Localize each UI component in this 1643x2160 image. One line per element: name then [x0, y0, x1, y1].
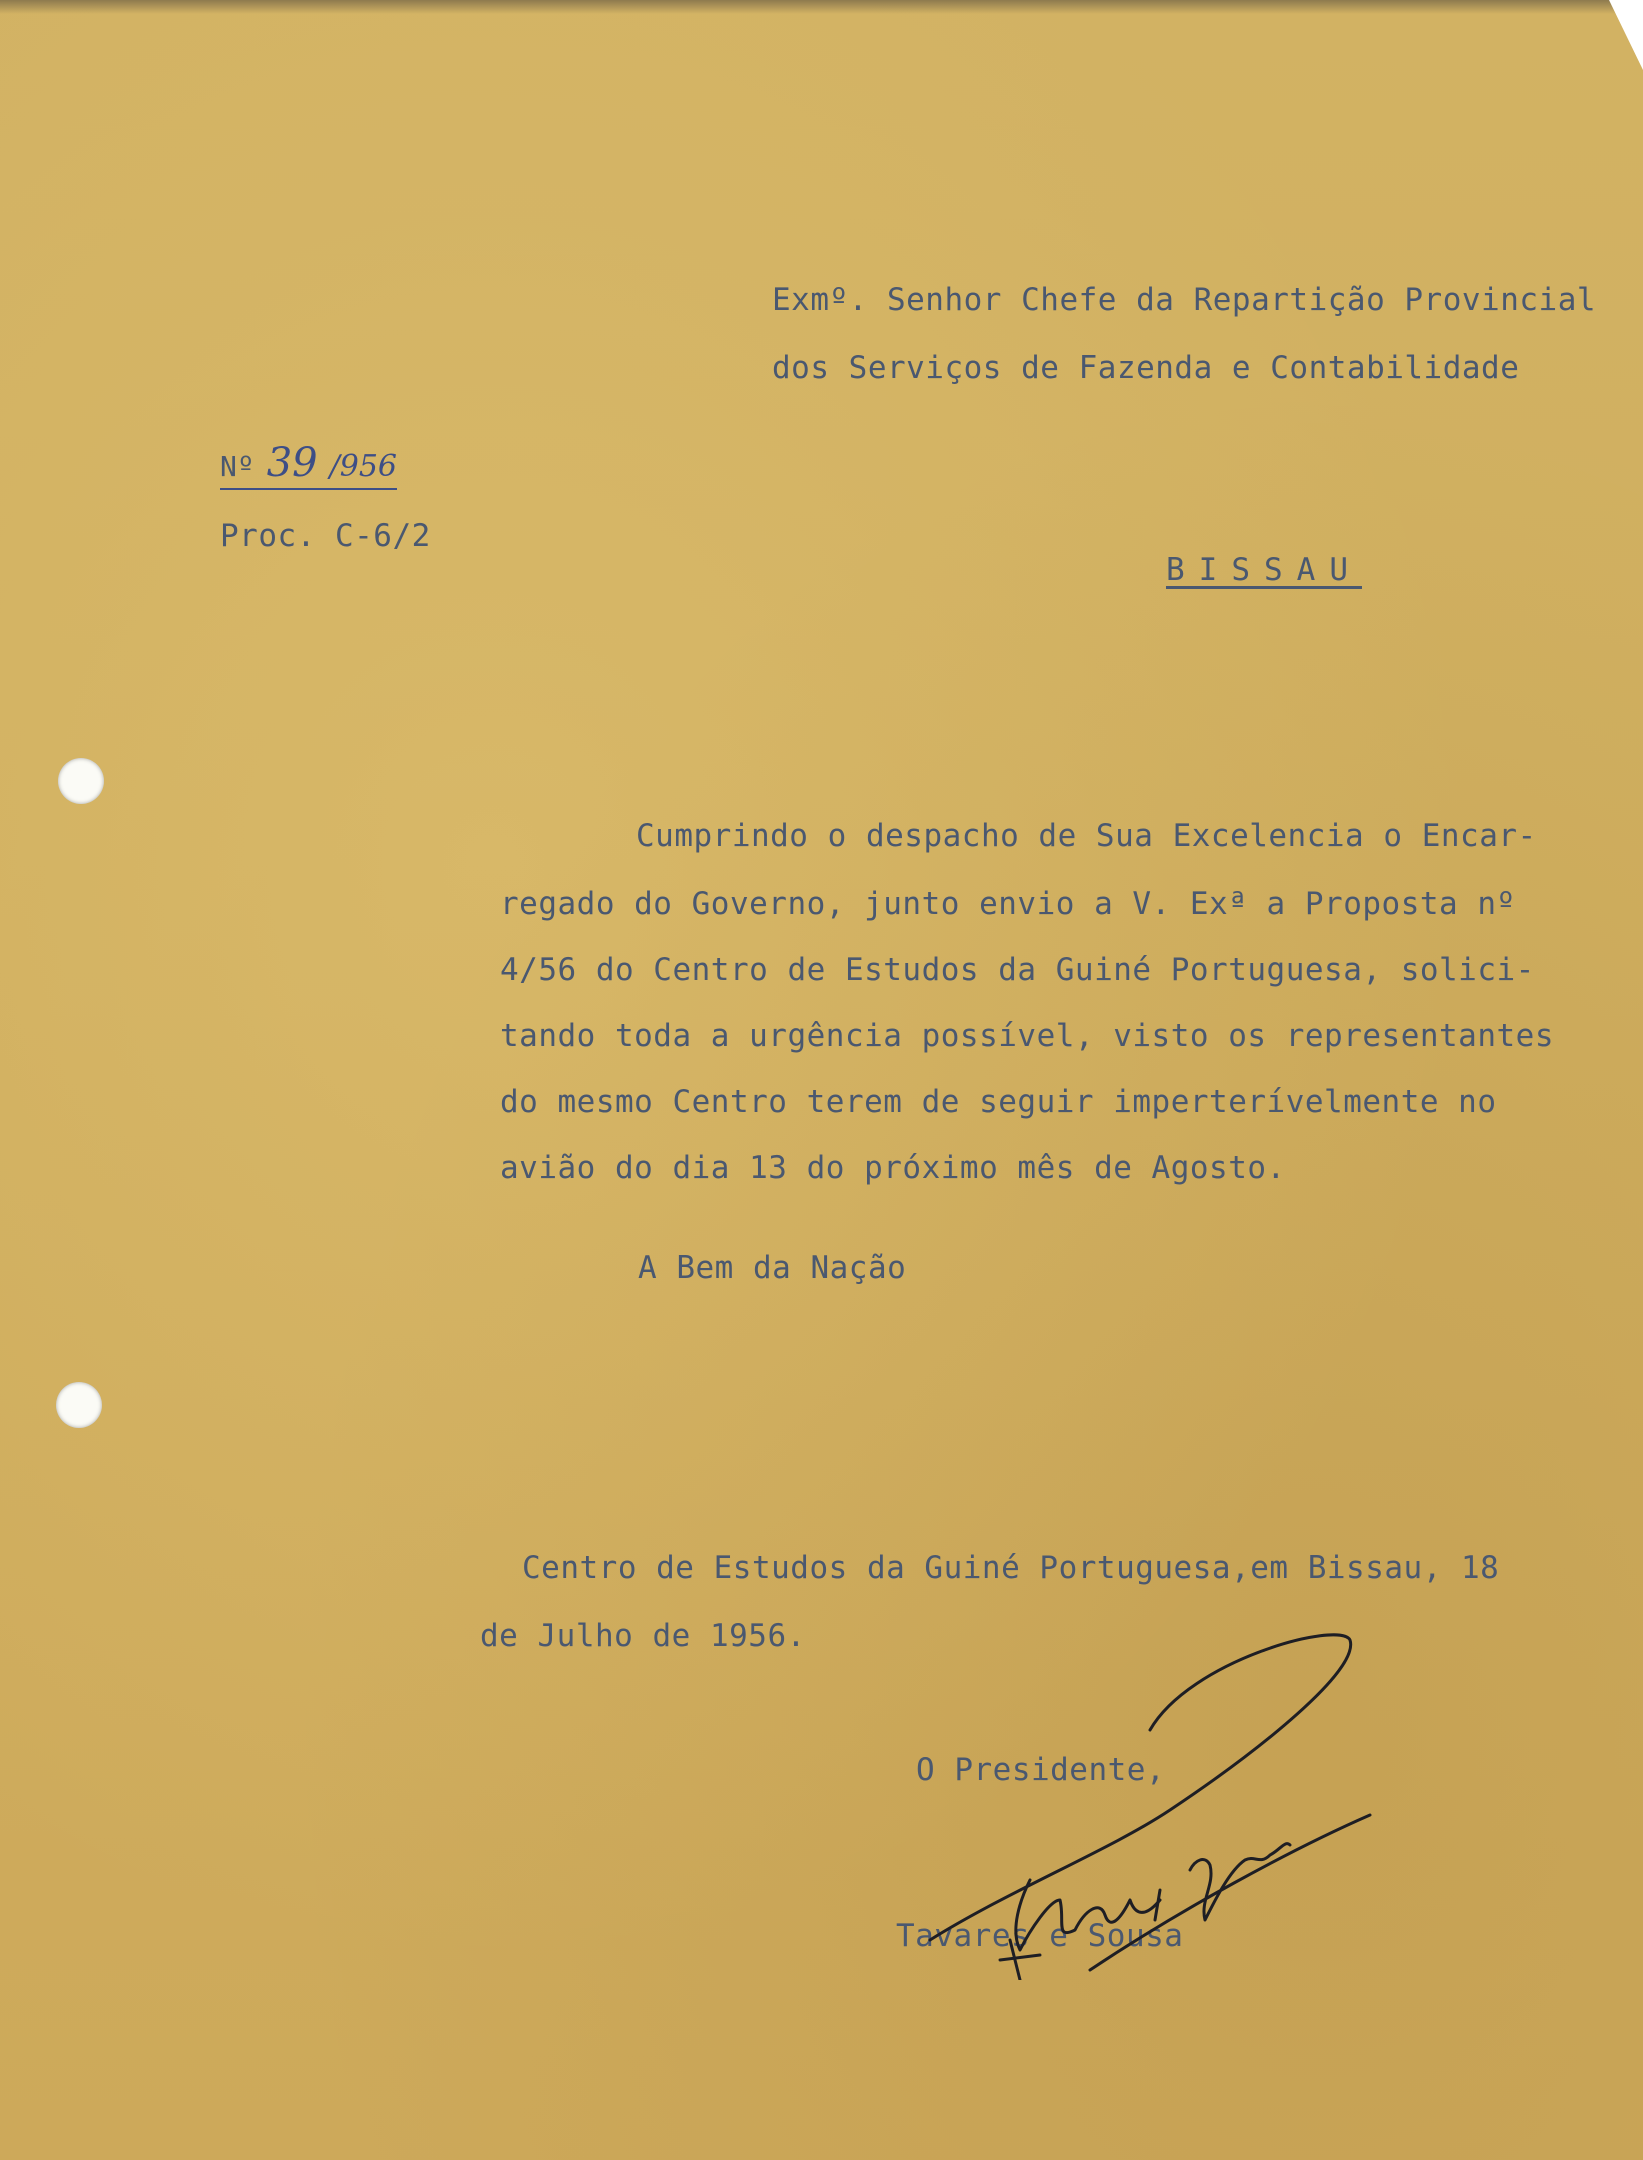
closing-salutation: A Bem da Nação [638, 1250, 907, 1286]
place-date-line-1: Centro de Estudos da Guiné Portuguesa,em Bissau, 18 [522, 1550, 1500, 1586]
addressee-line-1: Exmº. Senhor Chefe da Repartição Provincial [772, 282, 1597, 318]
addressee-line-2: dos Serviços de Fazenda e Contabilidade [772, 350, 1520, 386]
body-line: regado do Governo, junto envio a V. Exª a Proposta nº [500, 886, 1516, 922]
destination-city: BISSAU [1166, 552, 1362, 588]
paper-top-edge [0, 0, 1643, 14]
punch-hole-lower [56, 1382, 102, 1428]
punch-hole-upper [58, 758, 104, 804]
body-line: 4/56 do Centro de Estudos da Guiné Portuguesa, solici- [500, 952, 1535, 988]
body-line: Cumprindo o despacho de Sua Excelencia o Encar- [636, 818, 1537, 854]
torn-corner [1609, 0, 1643, 70]
reference-number-prefix: Nº [220, 450, 255, 483]
reference-number-handwritten: 39 [266, 440, 318, 486]
handwritten-signature [860, 1600, 1420, 1980]
body-line: do mesmo Centro terem de seguir imperterívelmente no [500, 1084, 1497, 1120]
reference-number-year: /956 [329, 449, 397, 484]
body-line: avião do dia 13 do próximo mês de Agosto. [500, 1150, 1286, 1186]
signatory-name: Tavares e Sousa [896, 1918, 1184, 1954]
place-date-line-2: de Julho de 1956. [480, 1618, 806, 1654]
body-line: tando toda a urgência possível, visto os representantes [500, 1018, 1554, 1054]
reference-number [220, 440, 397, 490]
signatory-title: O Presidente, [916, 1752, 1166, 1788]
process-reference: Proc. C-6/2 [220, 518, 431, 554]
